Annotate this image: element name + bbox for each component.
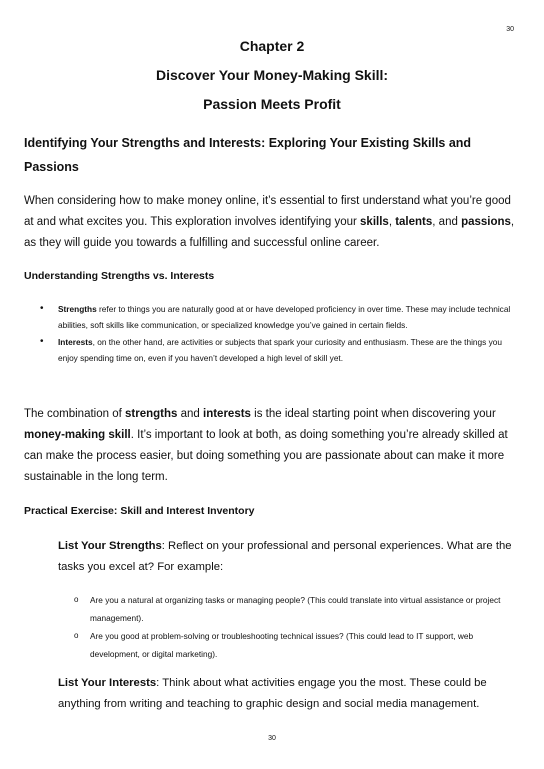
combination-text-and: and (177, 408, 203, 420)
list-strengths-label: List Your Strengths (58, 540, 162, 552)
section-heading: Identifying Your Strengths and Interests: Exploring Your Existing Skills and Passions (24, 136, 472, 174)
list-item (24, 334, 514, 366)
list-interests-text: : Think about what activities engage you the most. These could be anything from writing and teaching to graphic design and social media management. (58, 677, 487, 710)
combination-term-interests: interests (203, 408, 251, 420)
list-item (24, 301, 514, 333)
subheading-exercise: Practical Exercise: Skill and Interest Inventory (24, 505, 255, 517)
intro-term-talents: talents (395, 216, 433, 228)
bullet-text: refer to things you are naturally good at or have developed proficiency in over time. These may include technical abilities, soft skills like communication, or specialized knowledge you’ve gained in certain fields. (58, 304, 511, 330)
chapter-title-block (0, 34, 544, 121)
chapter-label: Chapter 2 (239, 38, 305, 54)
bullet-term: Strengths (58, 304, 97, 314)
combination-term-money-skill: money-making skill (24, 429, 131, 441)
intro-term-skills: skills (360, 216, 389, 228)
list-strengths-paragraph (58, 536, 518, 578)
bullet-term: Interests (58, 337, 93, 347)
intro-text-comma: , (388, 216, 396, 228)
strengths-interests-list (24, 301, 514, 367)
intro-term-passions: passions (461, 216, 511, 228)
list-interests-label: List Your Interests (58, 677, 157, 689)
intro-paragraph (24, 191, 519, 254)
combination-text-mid: is the ideal starting point when discovering your (250, 408, 496, 420)
list-item: o Are you a natural at organizing tasks or managing people? (This could translate into virtual assistance or project management). (58, 591, 518, 627)
strength-examples-list (58, 591, 518, 663)
chapter-title-line-2: Passion Meets Profit (203, 96, 341, 112)
combination-paragraph (24, 404, 519, 488)
bullet-text: , on the other hand, are activities or subjects that spark your curiosity and enthusiasm. These are the things you enjoy spending time on, even if you haven’t developed a high level of skill yet. (58, 337, 502, 363)
combination-text-pre: The combination of (24, 408, 126, 420)
list-strengths-text: : Reflect on your professional and personal experiences. What are the tasks you excel at? For example: (58, 540, 512, 573)
list-interests-paragraph (58, 673, 518, 715)
list-item: o Are you good at problem-solving or troubleshooting technical issues? (This could lead to IT support, web development, or digital marketing). (58, 627, 518, 663)
page-number-bottom: 30 (268, 735, 276, 742)
subheading-understanding: Understanding Strengths vs. Interests (24, 270, 215, 282)
intro-text-pre: When considering how to make money online, it’s essential to first understand what you’re good at and what excites you. This exploration involves identifying your (24, 195, 511, 228)
intro-text-post: , as they will guide you towards a fulfilling and successful online career. (24, 216, 515, 249)
intro-text-and: , and (432, 216, 462, 228)
combination-term-strengths: strengths (125, 408, 178, 420)
page-number-top: 30 (506, 26, 514, 33)
chapter-title-line-1: Discover Your Money-Making Skill: (155, 67, 389, 83)
combination-text-post: . It’s important to look at both, as doing something you’re already skilled at can make the process easier, but doing something you are passionate about can make it more sustainable in the long term. (24, 429, 508, 483)
